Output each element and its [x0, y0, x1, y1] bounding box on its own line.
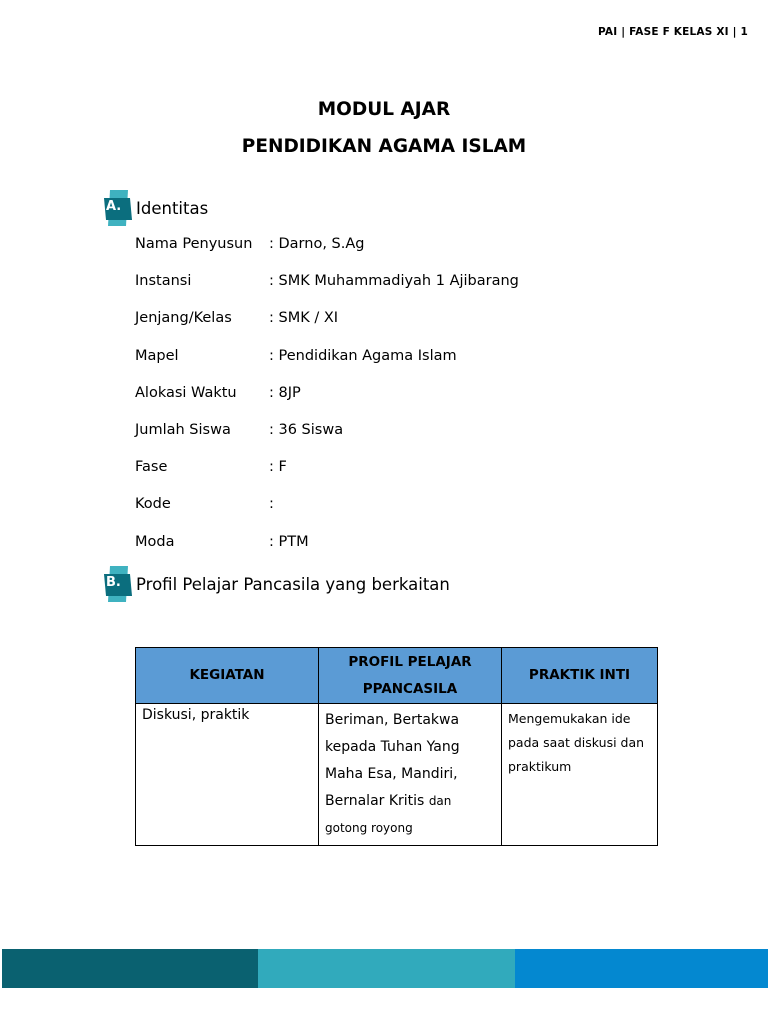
identity-value: : SMK / XI	[269, 310, 339, 327]
header-profil: PROFIL PELAJAR PPANCASILA	[319, 648, 502, 704]
identity-label: Nama Penyusun	[135, 236, 253, 252]
identity-label: Kode	[135, 496, 171, 513]
table-row	[136, 704, 658, 846]
identity-row	[135, 310, 519, 347]
cell-profil-main: Beriman, Bertakwa kepada Tuhan Yang Maha Esa, Mandiri, Bernalar Kritis	[325, 712, 460, 809]
identity-label: Mapel	[135, 347, 179, 364]
identity-value: : SMK Muhammadiyah 1 Ajibarang	[269, 273, 519, 290]
document-title: MODUL AJAR	[317, 99, 451, 120]
header-kegiatan: KEGIATAN	[136, 648, 319, 704]
running-head: PAI | FASE F KELAS XI | 1	[597, 26, 748, 38]
section-a-title: Identitas	[136, 198, 209, 218]
section-a-letter: A.	[106, 199, 122, 214]
identity-label: Jenjang/Kelas	[135, 310, 232, 327]
profil-table	[135, 647, 658, 846]
identity-row	[135, 348, 519, 385]
cell-profil-small: dan gotong royong	[325, 794, 452, 835]
section-b-heading	[104, 566, 450, 602]
identity-value: : 8JP	[269, 384, 301, 401]
header-praktik: PRAKTIK INTI	[502, 648, 658, 704]
footer-segment-2	[258, 949, 515, 988]
identity-value: : PTM	[269, 533, 309, 550]
footer-segment-3	[515, 949, 768, 988]
identity-value: :	[269, 496, 274, 513]
identity-value: : 36 Siswa	[269, 421, 344, 438]
section-b-letter: B.	[106, 575, 121, 590]
identity-row	[135, 385, 519, 422]
identity-label: Jumlah Siswa	[135, 421, 231, 438]
section-a-badge	[104, 190, 132, 226]
identity-label: Alokasi Waktu	[135, 384, 237, 401]
cell-kegiatan: Diskusi, praktik	[136, 704, 319, 846]
footer-color-bar	[2, 949, 768, 988]
section-a-heading	[104, 190, 208, 226]
identity-label: Instansi	[135, 273, 192, 290]
identity-row	[135, 422, 519, 459]
identity-list	[135, 236, 519, 571]
identity-row	[135, 496, 519, 533]
identity-row	[135, 236, 519, 273]
identity-value: : F	[269, 459, 287, 476]
identity-row	[135, 459, 519, 496]
identity-label: Fase	[135, 459, 168, 476]
table-header-row	[136, 648, 658, 704]
identity-value: : Darno, S.Ag	[269, 236, 365, 252]
section-b-badge	[104, 566, 132, 602]
identity-row	[135, 273, 519, 310]
section-b-title: Profil Pelajar Pancasila yang berkaitan	[136, 574, 450, 594]
document-subtitle: PENDIDIKAN AGAMA ISLAM	[241, 136, 527, 157]
identity-label: Moda	[135, 533, 175, 550]
cell-profil	[319, 704, 502, 846]
cell-praktik: Mengemukakan ide pada saat diskusi dan praktikum	[502, 704, 658, 846]
footer-segment-1	[2, 949, 258, 988]
identity-value: : Pendidikan Agama Islam	[269, 347, 457, 364]
